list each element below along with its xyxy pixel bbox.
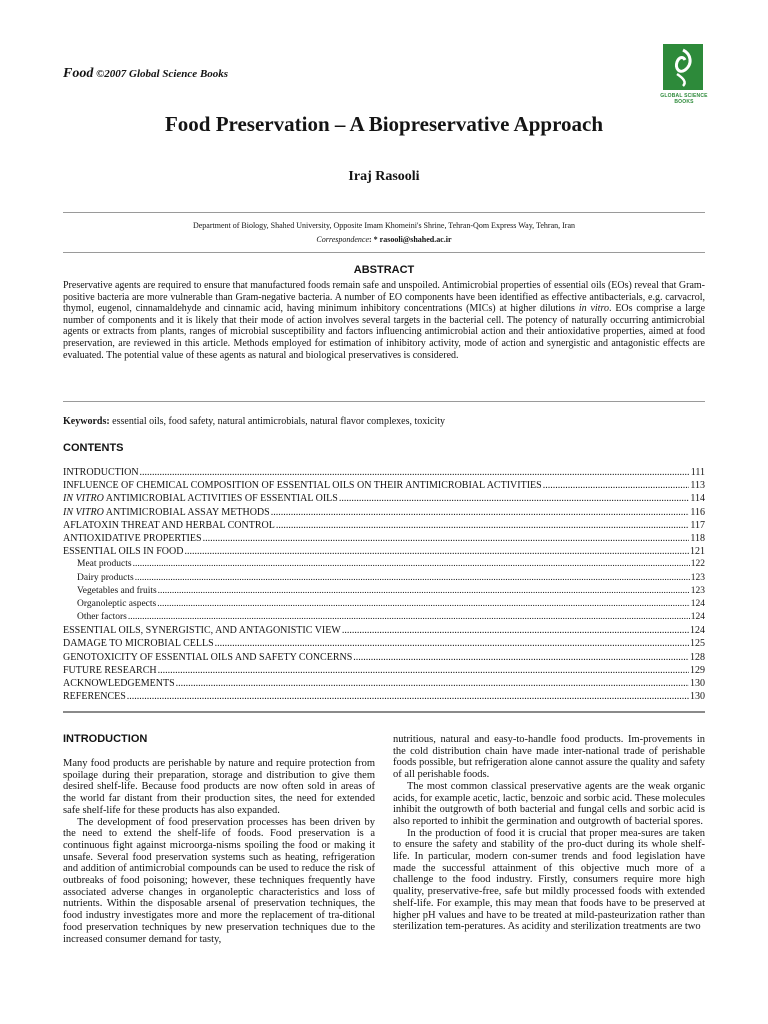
toc-entry[interactable] <box>63 664 705 677</box>
divider <box>63 212 705 213</box>
paragraph: The development of food preservation processes has been driven by the need to extend the shelf-life of foods. Food preservation is a continuous fight against microorga-nisms spoiling the food or making it unsafe. Several food preservation systems such as heating, refrigeration and addition of antimicrobial compounds can be used to reduce the risk of outbreaks of food poisoning; however, these techniques frequently have associated adverse changes in organoleptic characteristics and loss of nutrients. Within the disposable arsenal of preservation techniques, the food industry investigates more and more the replacement of tra-ditional food preservation techniques by new preservation techniques due to the increased consumer demand for tasty, <box>63 816 375 945</box>
toc-entry-label: FUTURE RESEARCH <box>63 664 157 676</box>
toc-page-number: 114 <box>690 493 705 505</box>
keywords <box>63 416 445 427</box>
keywords-label: Keywords: <box>63 416 110 427</box>
author-name: Iraj Rasooli <box>348 169 420 184</box>
toc-leader-dots <box>215 637 689 650</box>
toc-leader-dots <box>276 519 689 532</box>
toc-leader-dots <box>543 479 690 492</box>
correspondence-label: Correspondence <box>316 235 370 244</box>
toc-leader-dots <box>127 690 689 703</box>
toc-leader-dots <box>157 598 690 611</box>
toc-entry[interactable] <box>63 690 705 703</box>
toc-entry-label: IN VITRO ANTIMICROBIAL ASSAY METHODS <box>63 506 270 518</box>
toc-page-number: 122 <box>690 559 705 570</box>
toc-entry[interactable] <box>63 519 705 532</box>
toc-leader-dots <box>184 545 689 558</box>
affiliation: Department of Biology, Shahed University, Opposite Imam Khomeini's Shrine, Tehran-Qom Express Way, Tehran, Iran <box>192 221 576 230</box>
toc-entry-label: AFLATOXIN THREAT AND HERBAL CONTROL <box>63 519 275 531</box>
toc-page-number: 118 <box>690 532 705 544</box>
toc-entry[interactable] <box>63 624 705 637</box>
introduction-heading: INTRODUCTION <box>63 733 148 745</box>
contents-heading: CONTENTS <box>63 442 124 454</box>
toc-page-number: 124 <box>690 612 705 623</box>
toc-page-number: 111 <box>690 467 705 478</box>
toc-entry[interactable] <box>63 558 705 571</box>
toc-page-number: 130 <box>690 678 705 689</box>
toc-page-number: 124 <box>690 598 705 609</box>
paragraph: Many food products are perishable by nature and require protection from spoilage during their preparation, storage and distribution to give them desired shelf-life. Because food products are now often sold in areas of the world far distant from their production sites, the need for extended safe shelf-life for these products has also expanded. <box>63 758 375 816</box>
toc-page-number: 128 <box>690 651 705 663</box>
toc-entry[interactable] <box>63 637 705 650</box>
toc-page-number: 124 <box>690 625 705 637</box>
toc-page-number: 123 <box>690 585 705 596</box>
paragraph: In the production of food it is crucial that proper mea-sures are taken to ensure the safety and stability of the pro-duct during its whole shelf-life. In particular, modern con-sumer trends and food legislation have made the successful attainment of this objective much more of a challenge to the food industry. Firstly, consumers require more high quality, preservative-free, safe but mildly processed foods with extended shelf-life. For example, this may mean that foods have to be preserved at higher pH values and have to be treated at mild-pasteurization rather than sterilization tem-peratures. As acidity and sterilization treatments are two <box>393 827 705 933</box>
paragraph: nutritious, natural and easy-to-handle food products. Im-provements in the cold distribution chain have made inter-national trade of perishable foods possible, but refrigeration alone cannot assure the quality and safety of all perishable foods. <box>393 734 705 781</box>
toc-entry[interactable] <box>63 611 705 624</box>
toc-entry-label: Vegetables and fruits <box>77 585 157 596</box>
toc-entry-label: ESSENTIAL OILS IN FOOD <box>63 546 184 558</box>
toc-leader-dots <box>271 506 690 519</box>
toc-entry-label: ESSENTIAL OILS, SYNERGISTIC, AND ANTAGONISTIC VIEW <box>63 625 341 637</box>
toc-entry-label: Meat products <box>77 559 132 570</box>
toc-leader-dots <box>128 611 690 624</box>
table-of-contents <box>63 466 705 703</box>
logo-text: GLOBAL SCIENCE BOOKS <box>660 93 708 105</box>
toc-leader-dots <box>339 492 690 505</box>
correspondence-email[interactable]: : * rasooli@shahed.ac.ir <box>369 235 452 244</box>
toc-entry[interactable] <box>63 545 705 558</box>
copyright: ©2007 Global Science Books <box>96 68 229 80</box>
paragraph: The most common classical preservative agents are the weak organic acids, for example acetic, lactic, benzoic and sorbic acid. These molecules inhibit the outgrowth of both bacterial and fungal cells and sorbic acid is also reported to inhibit the germination and outgrowth of bacterial spores. <box>393 780 705 827</box>
toc-leader-dots <box>140 466 690 479</box>
toc-leader-dots <box>135 572 690 585</box>
toc-entry-label: ANTIOXIDATIVE PROPERTIES <box>63 532 202 544</box>
toc-leader-dots <box>176 677 689 690</box>
keywords-text: essential oils, food safety, natural antimicrobials, natural flavor complexes, toxicity <box>112 416 446 427</box>
toc-leader-dots <box>342 624 689 637</box>
divider <box>63 401 705 402</box>
toc-entry-label: REFERENCES <box>63 691 126 703</box>
toc-entry-label: INFLUENCE OF CHEMICAL COMPOSITION OF ESSENTIAL OILS ON THEIR ANTIMICROBIAL ACTIVITIES <box>63 480 542 492</box>
toc-entry[interactable] <box>63 572 705 585</box>
toc-entry[interactable] <box>63 598 705 611</box>
journal-name: Food <box>63 66 94 81</box>
toc-entry-label: ACKNOWLEDGEMENTS <box>63 678 175 689</box>
toc-entry-label: GENOTOXICITY OF ESSENTIAL OILS AND SAFETY CONCERNS <box>63 651 353 663</box>
correspondence <box>0 235 768 244</box>
toc-page-number: 113 <box>690 480 705 492</box>
toc-page-number: 130 <box>690 691 705 703</box>
toc-page-number: 125 <box>690 638 705 650</box>
toc-leader-dots <box>133 558 690 571</box>
toc-entry[interactable] <box>63 492 705 505</box>
toc-entry-label: INTRODUCTION <box>63 467 139 478</box>
journal-header <box>63 66 228 82</box>
toc-entry[interactable] <box>63 677 705 690</box>
article-title: Food Preservation – A Biopreservative Approach <box>164 112 604 136</box>
left-column <box>63 758 375 945</box>
publisher-logo <box>654 44 714 112</box>
toc-page-number: 121 <box>690 546 705 558</box>
toc-entry-label: IN VITRO ANTIMICROBIAL ACTIVITIES OF ESSENTIAL OILS <box>63 493 338 505</box>
toc-entry[interactable] <box>63 479 705 492</box>
toc-page-number: 116 <box>690 506 705 518</box>
toc-entry[interactable] <box>63 532 705 545</box>
toc-leader-dots <box>203 532 690 545</box>
toc-leader-dots <box>353 651 689 664</box>
divider <box>63 252 705 253</box>
toc-leader-dots <box>158 664 689 677</box>
toc-entry[interactable] <box>63 651 705 664</box>
abstract-text: Preservative agents are required to ensure that manufactured foods remain safe and unspoiled. Antimicrobial properties of essential oils (EOs) reveal that Gram-positive bacteria are more vulnerable than Gram-negative bacteria. A number of EO components have been identified as effective antibacterials, e.g. carvacrol, thymol, eugenol, cinnamaldehyde and cinnamic acid, having minimum inhibitory concentrations (MICs) at higher dilutions in vitro. EOs comprise a large number of components and it is likely that their mode of action involves several targets in the bacterial cell. The potency of naturally occurring antimicrobial agents or extracts from plants, ranges of microbial susceptibility and factors influencing antimicrobial action and their antioxidative properties, aimed at food preservation, are reviewed in this article. Methods employed for estimation of inhibitory activity, mode of action and synergistic and antagonistic effects are evaluated. The potential value of these agents as natural and biological preservatives is considered. <box>63 280 706 361</box>
divider <box>63 711 705 713</box>
right-column <box>393 734 705 933</box>
toc-entry[interactable] <box>63 585 705 598</box>
toc-entry-label: DAMAGE TO MICROBIAL CELLS <box>63 638 214 650</box>
toc-entry[interactable] <box>63 466 705 479</box>
logo-mark <box>663 44 703 90</box>
toc-entry-label: Dairy products <box>77 572 134 583</box>
toc-page-number: 117 <box>690 519 705 531</box>
toc-leader-dots <box>158 585 690 598</box>
toc-entry[interactable] <box>63 506 705 519</box>
toc-entry-label: Other factors <box>77 612 127 623</box>
abstract-heading: ABSTRACT <box>353 264 415 276</box>
toc-entry-label: Organoleptic aspects <box>77 598 157 609</box>
toc-page-number: 129 <box>690 664 705 676</box>
toc-page-number: 123 <box>690 572 705 583</box>
